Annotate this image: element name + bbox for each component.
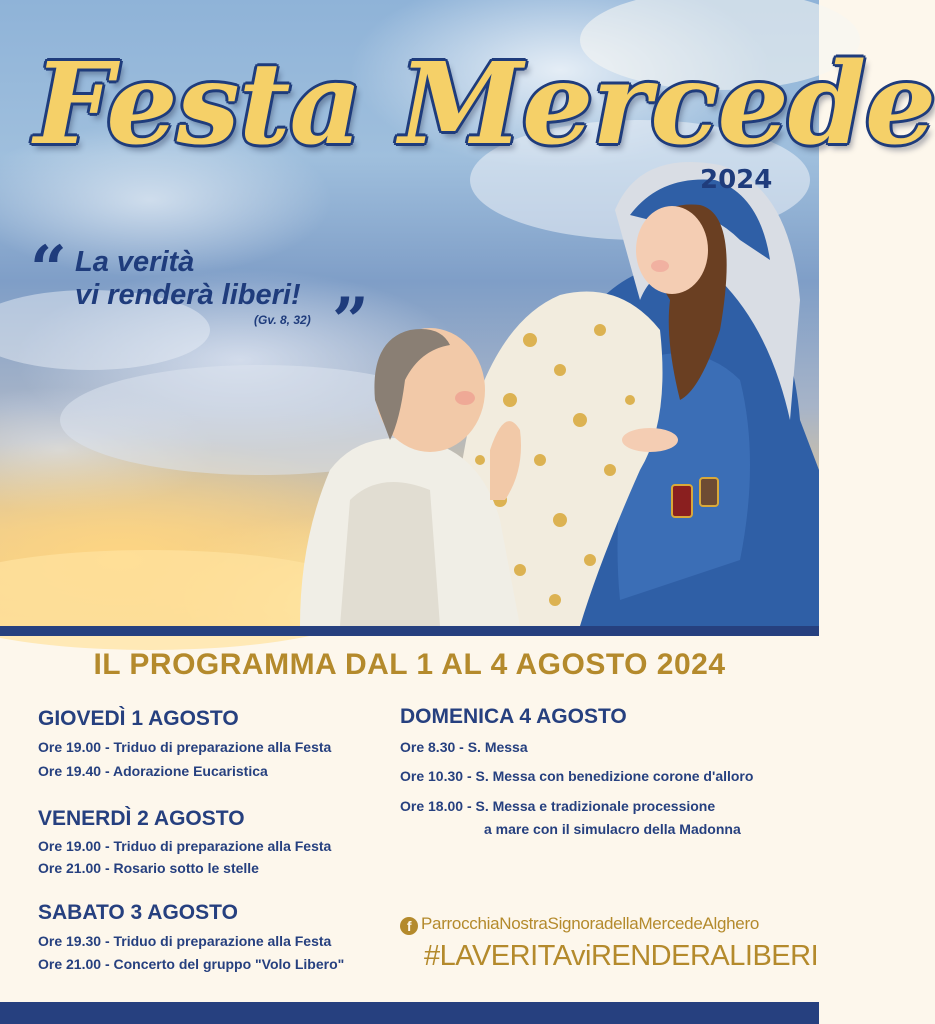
event-line-continued: a mare con il simulacro della Madonna	[484, 821, 741, 837]
day-heading-4: DOMENICA 4 AGOSTO	[400, 705, 627, 728]
program-title: IL PROGRAMMA DAL 1 AL 4 AGOSTO 2024	[93, 648, 726, 681]
facebook-page-name: ParrocchiaNostraSignoradellaMercedeAlghero	[421, 914, 759, 933]
event-line: Ore 10.30 - S. Messa con benedizione corone d'alloro	[400, 768, 754, 784]
event-line: Ore 19.40 - Adorazione Eucaristica	[38, 763, 268, 779]
festival-year: 2024	[700, 165, 773, 195]
quote-line-2: vi renderà liberi!	[75, 279, 301, 311]
facebook-icon: f	[400, 917, 418, 935]
hashtag: #LAVERITAviRENDERALIBERI	[424, 940, 819, 972]
quote-reference: (Gv. 8, 32)	[254, 313, 311, 327]
quote-line-1: La verità	[75, 246, 195, 278]
event-line: Ore 8.30 - S. Messa	[400, 739, 528, 755]
event-line: Ore 19.00 - Triduo di preparazione alla Festa	[38, 739, 332, 755]
event-line: Ore 21.00 - Rosario sotto le stelle	[38, 860, 259, 876]
bottom-divider-band	[0, 1002, 819, 1024]
quote-open-mark: “	[30, 232, 67, 307]
festival-title: Festa Mercede	[34, 39, 935, 170]
event-line: Ore 21.00 - Concerto del gruppo "Volo Libero"	[38, 956, 345, 972]
event-line: Ore 18.00 - S. Messa e tradizionale processione	[400, 798, 716, 814]
top-divider-band	[0, 626, 819, 636]
event-line: Ore 19.30 - Triduo di preparazione alla Festa	[38, 933, 332, 949]
day-heading-3: SABATO 3 AGOSTO	[38, 901, 238, 924]
day-heading-1: GIOVEDÌ 1 AGOSTO	[38, 707, 239, 730]
event-line: Ore 19.00 - Triduo di preparazione alla Festa	[38, 838, 332, 854]
facebook-page-link[interactable]	[400, 914, 759, 935]
day-heading-2: VENERDÌ 2 AGOSTO	[38, 807, 245, 830]
quote-close-mark: ”	[332, 284, 369, 359]
